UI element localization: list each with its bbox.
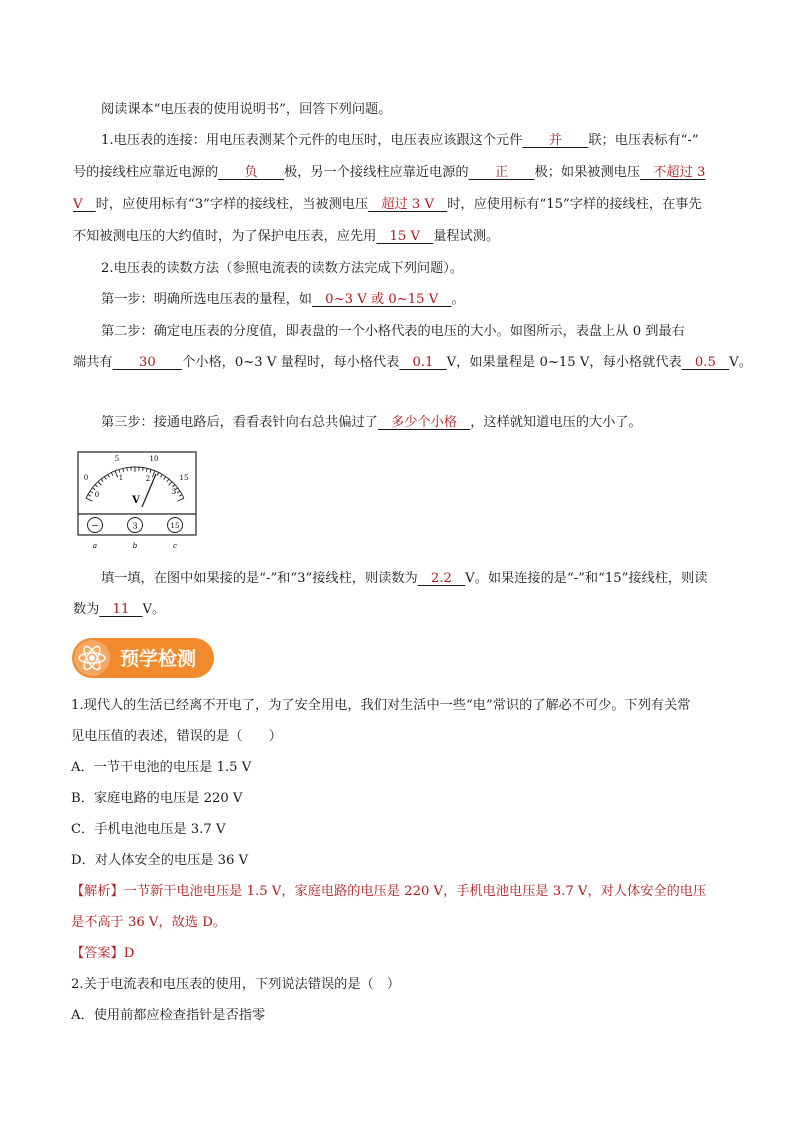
question-1-stem-2: 见电压值的表述，错误的是（ ） xyxy=(71,729,282,744)
question-1-option-a: A．一节干电池的电压是 1.5 V xyxy=(71,760,252,775)
step-2-line-1: 第二步：确定电压表的分度值，即表盘的一个小格代表的电压的大小。如图所示，表盘上从 0 到最右 xyxy=(101,324,685,339)
terminal-label: c xyxy=(173,542,177,550)
question-1-option-b: B．家庭电路的电压是 220 V xyxy=(71,791,243,806)
dial-tick xyxy=(111,472,113,475)
top-tick-label: 0 xyxy=(83,474,89,482)
answer-blank: 不超过 3 xyxy=(640,165,706,180)
question-1-option-d: D．对人体安全的电压是 36 V xyxy=(71,853,249,868)
dial-tick xyxy=(90,491,93,493)
dial-tick xyxy=(119,469,120,472)
section-2-title: 2.电压表的读数方法（参照电流表的读数方法完成下列问题）。 xyxy=(101,261,464,276)
step-1: 第一步：明确所选电压表的量程，如 0~3 V 或 0~15 V 。 xyxy=(101,292,465,307)
dial-tick xyxy=(157,472,159,475)
dial-tick xyxy=(101,479,103,482)
answer-blank: 超过 3 V xyxy=(368,197,448,212)
svg-text:3: 3 xyxy=(132,521,138,531)
answer-blank: V xyxy=(73,197,96,212)
top-tick-label: 5 xyxy=(114,455,120,463)
dial-tick xyxy=(86,498,92,501)
dial-tick xyxy=(88,495,91,497)
analysis-tag: 【解析】 xyxy=(71,884,124,899)
section-1-line-2: 号的接线柱应靠近电源的 负 极，另一个接线柱应靠近电源的 正 极；如果被测电压 不超过 3 xyxy=(73,165,706,180)
answer-blank: 0.5 xyxy=(681,355,730,370)
dial-tick xyxy=(92,488,95,490)
question-1-stem-1: 1.现代人的生活已经离不开电了，为了安全用电，我们对生活中一些“电”常识的了解必不可少。下列有关常 xyxy=(71,698,691,713)
dial-tick xyxy=(177,491,180,493)
question-2-stem: 2.关于电流表和电压表的使用，下列说法错误的是（ ） xyxy=(71,977,401,992)
voltmeter-diagram xyxy=(77,451,199,551)
top-tick-label: 15 xyxy=(179,474,189,482)
question-1-answer: 【答案】D xyxy=(71,946,135,961)
intro-text: 阅读课本“电压表的使用说明书”，回答下列问题。 xyxy=(101,102,392,117)
svg-text:15: 15 xyxy=(170,522,180,530)
dial-tick xyxy=(127,468,128,471)
question-1-analysis-2: 是不高于 36 V，故选 D。 xyxy=(71,915,226,930)
question-1-analysis-1: 【解析】一节新干电池电压是 1.5 V，家庭电路的电压是 220 V，手机电池电压是 3.7 V，对人体安全的电压 xyxy=(71,884,707,899)
dial-tick xyxy=(167,479,169,482)
answer-blank: 并 xyxy=(522,133,589,148)
dial-tick xyxy=(104,477,106,480)
dial-tick xyxy=(161,474,163,477)
question-2-option-a: A．使用前都应检查指针是否指零 xyxy=(71,1008,266,1023)
answer-blank: 2.2 xyxy=(417,571,466,586)
answer-blank: 15 V xyxy=(376,229,434,244)
question-1-option-c: C．手机电池电压是 3.7 V xyxy=(71,822,226,837)
banner-title: 预学检测 xyxy=(119,648,197,670)
bottom-tick-label: 1 xyxy=(118,474,124,482)
bottom-tick-label: 0 xyxy=(94,491,100,499)
dial-tick xyxy=(95,485,98,487)
svg-text:−: − xyxy=(91,521,99,532)
step-2-line-2: 端共有 30 个小格，0~3 V 量程时，每小格代表 0.1 V，如果量程是 0~15 V，每小格就代表 0.5 V。 xyxy=(73,355,752,370)
dial-tick xyxy=(169,482,172,486)
dial-tick xyxy=(178,498,184,501)
answer-blank: 0.1 xyxy=(399,355,447,370)
dial-tick xyxy=(164,477,166,480)
dial-tick xyxy=(146,468,147,471)
dial-tick xyxy=(115,471,118,478)
answer-blank: 30 xyxy=(112,355,183,370)
fill-line-1: 填一填，在图中如果接的是“-”和“3”接线柱，则读数为 2.2 V。如果连接的是“-”和“15”接线柱，则读 xyxy=(101,571,708,586)
answer-blank: 0~3 V 或 0~15 V xyxy=(312,292,452,307)
step-3: 第三步：接通电路后，看看表针向右总共偏过了 多少个小格 ，这样就知道电压的大小了。 xyxy=(101,415,642,430)
bottom-tick-label: 2 xyxy=(145,475,151,483)
fill-line-2: 数为 11 V。 xyxy=(73,602,166,617)
answer-blank: 11 xyxy=(99,602,143,617)
answer-tag: 【答案】 xyxy=(71,946,124,961)
dial-tick xyxy=(98,482,101,486)
terminal-label: a xyxy=(92,542,98,550)
bottom-tick-label: 3 xyxy=(171,488,177,496)
voltmeter-figure xyxy=(77,451,197,551)
section-banner xyxy=(70,636,216,680)
terminal-label: b xyxy=(132,542,138,550)
dial-tick xyxy=(108,474,110,477)
dial-tick xyxy=(123,468,124,471)
dial-tick xyxy=(150,469,151,472)
section-1-line-4: 不知被测电压的大约值时，为了保护电压表，应先用 15 V 量程试测。 xyxy=(73,229,500,244)
answer-blank: 多少个小格 xyxy=(377,415,471,430)
dial-tick xyxy=(179,495,182,497)
dial-tick xyxy=(143,468,144,471)
section-1-line-3: V 时，应使用标有“3”字样的接线柱，当被测电压 超过 3 V 时，应使用标有“15”字样的接线柱，在事先 xyxy=(73,197,702,212)
banner-graphic xyxy=(70,636,216,680)
answer-blank: 正 xyxy=(468,165,535,180)
dial-tick xyxy=(172,485,175,487)
voltage-symbol: V xyxy=(132,495,140,506)
top-tick-label: 10 xyxy=(149,455,159,463)
section-1-line-1: 1.电压表的连接：用电压表测某个元件的电压时，电压表应该跟这个元件 并 联；电压表标有“-” xyxy=(101,133,699,148)
answer-blank: 负 xyxy=(218,165,284,180)
